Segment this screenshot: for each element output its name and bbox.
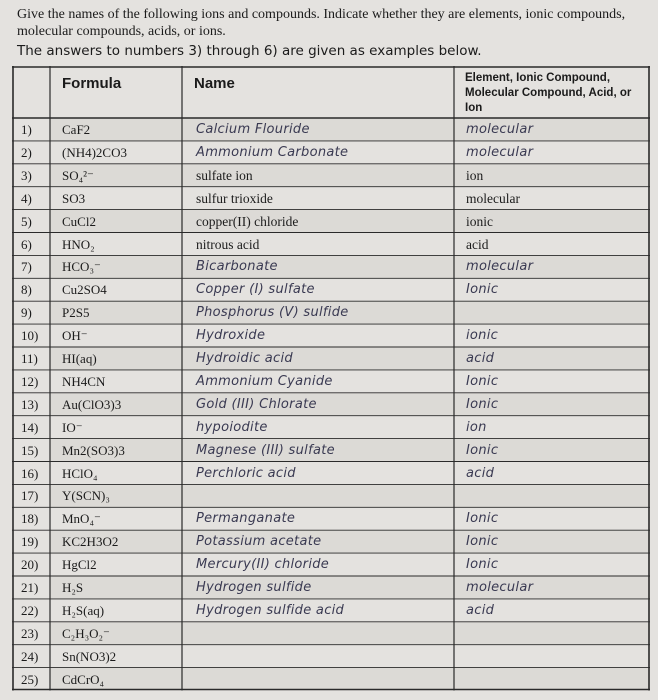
row-number: 21) bbox=[21, 580, 39, 595]
row-number: 13) bbox=[21, 396, 39, 412]
row-name[interactable]: copper(II) chloride bbox=[196, 213, 299, 229]
row-type[interactable]: Ionic bbox=[466, 534, 499, 550]
row-formula: Sn(NO3)2 bbox=[62, 648, 117, 664]
header-formula: Formula bbox=[62, 75, 122, 92]
row-number: 25) bbox=[21, 671, 39, 687]
row-type[interactable]: Ionic bbox=[466, 282, 499, 298]
row-number: 3) bbox=[21, 167, 32, 183]
row-number: 22) bbox=[21, 602, 39, 618]
row-formula: CdCrO₄ bbox=[62, 671, 105, 687]
table-row bbox=[12, 530, 650, 553]
row-formula: HgCl2 bbox=[62, 557, 97, 573]
header-name: Name bbox=[194, 75, 235, 92]
row-number: 24) bbox=[21, 648, 39, 664]
table-row bbox=[12, 416, 650, 439]
table-row bbox=[12, 599, 650, 622]
row-name[interactable]: Gold (III) Chlorate bbox=[196, 396, 317, 412]
row-type[interactable]: ion bbox=[466, 167, 484, 183]
table-row bbox=[12, 439, 650, 462]
row-name[interactable]: Potassium acetate bbox=[196, 534, 322, 550]
row-name[interactable]: Perchloric acid bbox=[196, 465, 296, 481]
table-row bbox=[12, 118, 650, 141]
table-row bbox=[12, 668, 650, 691]
table-row bbox=[12, 553, 650, 576]
row-number: 1) bbox=[21, 122, 32, 137]
row-type[interactable]: acid bbox=[466, 236, 489, 252]
row-name[interactable]: Ammonium Cyanide bbox=[196, 373, 333, 389]
row-formula: Au(ClO3)3 bbox=[62, 396, 122, 412]
row-name[interactable]: Mercury(II) chloride bbox=[196, 557, 330, 573]
table-row bbox=[12, 141, 650, 164]
row-type[interactable]: acid bbox=[466, 351, 495, 366]
table-row bbox=[12, 645, 650, 668]
table-row bbox=[12, 347, 650, 370]
row-type[interactable]: Ionic bbox=[466, 511, 499, 527]
row-name[interactable]: nitrous acid bbox=[196, 236, 260, 252]
row-number: 20) bbox=[21, 557, 39, 573]
table-row bbox=[12, 164, 650, 187]
row-number: 12) bbox=[21, 373, 39, 389]
row-name[interactable]: Hydroidic acid bbox=[196, 351, 293, 366]
row-name[interactable]: hypoiodite bbox=[196, 419, 268, 435]
row-type[interactable]: molecular bbox=[466, 259, 534, 275]
table-row bbox=[12, 622, 650, 645]
table-row bbox=[12, 370, 650, 393]
row-formula: HClO₄ bbox=[62, 465, 98, 481]
row-number: 2) bbox=[21, 144, 32, 160]
row-formula: (NH4)2CO3 bbox=[62, 144, 127, 160]
row-number: 18) bbox=[21, 511, 39, 527]
row-number: 7) bbox=[21, 259, 32, 275]
row-formula: CuCl2 bbox=[62, 213, 96, 229]
row-name[interactable]: Hydrogen sulfide acid bbox=[196, 602, 345, 618]
instructions: Give the names of the following ions and compounds. Indicate whether they are elements, ionic compounds, molecular compounds, acids, or ions. bbox=[17, 7, 626, 39]
table-row bbox=[12, 462, 650, 485]
examples-note: The answers to numbers 3) through 6) are given as examples below. bbox=[17, 43, 482, 59]
row-formula: P2S5 bbox=[62, 305, 90, 321]
row-name[interactable]: Ammonium Carbonate bbox=[196, 144, 349, 160]
row-number: 23) bbox=[21, 625, 39, 641]
row-formula: Cu2SO4 bbox=[62, 282, 107, 298]
row-formula: Y(SCN)₃ bbox=[62, 488, 110, 504]
table-row bbox=[12, 255, 650, 278]
table-row bbox=[12, 484, 650, 507]
row-type[interactable]: acid bbox=[466, 602, 495, 618]
row-type[interactable]: ion bbox=[466, 419, 487, 435]
row-type[interactable]: ionic bbox=[466, 213, 493, 229]
row-type[interactable]: molecular bbox=[466, 190, 520, 206]
table-row bbox=[12, 393, 650, 416]
row-formula: KC2H3O2 bbox=[62, 534, 119, 550]
row-formula: HNO₂ bbox=[62, 236, 95, 252]
row-number: 9) bbox=[21, 305, 32, 321]
row-formula: SO₄²⁻ bbox=[62, 167, 94, 183]
row-formula: CaF2 bbox=[62, 122, 91, 137]
row-name[interactable]: Copper (I) sulfate bbox=[196, 282, 315, 298]
row-formula: C₂H₃O₂⁻ bbox=[62, 625, 110, 641]
table-row bbox=[12, 507, 650, 530]
row-type[interactable]: molecular bbox=[466, 122, 534, 137]
row-type[interactable]: molecular bbox=[466, 144, 534, 160]
row-type[interactable]: acid bbox=[466, 465, 495, 481]
row-number: 5) bbox=[21, 213, 32, 229]
row-name[interactable]: Calcium Flouride bbox=[196, 122, 310, 137]
row-name[interactable]: sulfate ion bbox=[196, 167, 253, 183]
table-row bbox=[12, 576, 650, 599]
row-formula: OH⁻ bbox=[62, 328, 88, 344]
row-type[interactable]: Ionic bbox=[466, 396, 499, 412]
row-type[interactable]: Ionic bbox=[466, 442, 499, 458]
row-type[interactable]: ionic bbox=[466, 328, 499, 344]
row-type[interactable]: Ionic bbox=[466, 373, 499, 389]
row-number: 16) bbox=[21, 465, 39, 481]
row-number: 8) bbox=[21, 282, 32, 298]
row-formula: MnO₄⁻ bbox=[62, 511, 101, 527]
table-row bbox=[12, 301, 650, 324]
row-name[interactable]: sulfur trioxide bbox=[196, 190, 273, 206]
row-number: 4) bbox=[21, 190, 32, 206]
row-formula: IO⁻ bbox=[62, 419, 83, 435]
row-formula: H₂S bbox=[62, 580, 84, 595]
row-number: 15) bbox=[21, 442, 39, 458]
row-name[interactable]: Phosphorus (V) sulfide bbox=[196, 305, 349, 321]
row-formula: HI(aq) bbox=[62, 351, 97, 366]
row-formula: Mn2(SO3)3 bbox=[62, 442, 125, 458]
row-name[interactable]: Permanganate bbox=[196, 511, 296, 527]
table-row bbox=[12, 233, 650, 256]
row-number: 10) bbox=[21, 328, 39, 344]
header-type: Element, Ionic Compound, Molecular Compound, Acid, or Ion bbox=[465, 72, 632, 114]
row-formula: NH4CN bbox=[62, 373, 106, 389]
row-number: 19) bbox=[21, 534, 39, 550]
row-number: 11) bbox=[21, 351, 38, 366]
row-formula: SO3 bbox=[62, 190, 86, 206]
table-row bbox=[12, 210, 650, 233]
table-row bbox=[12, 187, 650, 210]
table-row bbox=[12, 324, 650, 347]
row-name[interactable]: Magnese (III) sulfate bbox=[196, 442, 335, 458]
table-row bbox=[12, 278, 650, 301]
row-number: 17) bbox=[21, 488, 39, 504]
row-number: 6) bbox=[21, 236, 32, 252]
row-formula: H₂S(aq) bbox=[62, 602, 105, 618]
worksheet-table bbox=[12, 66, 650, 696]
row-name[interactable]: Hydroxide bbox=[196, 328, 266, 344]
row-name[interactable]: Bicarbonate bbox=[196, 259, 278, 275]
row-type[interactable]: Ionic bbox=[466, 557, 499, 573]
row-type[interactable]: molecular bbox=[466, 580, 534, 595]
row-formula: HCO₃⁻ bbox=[62, 259, 101, 275]
row-number: 14) bbox=[21, 419, 39, 435]
row-name[interactable]: Hydrogen sulfide bbox=[196, 580, 312, 595]
